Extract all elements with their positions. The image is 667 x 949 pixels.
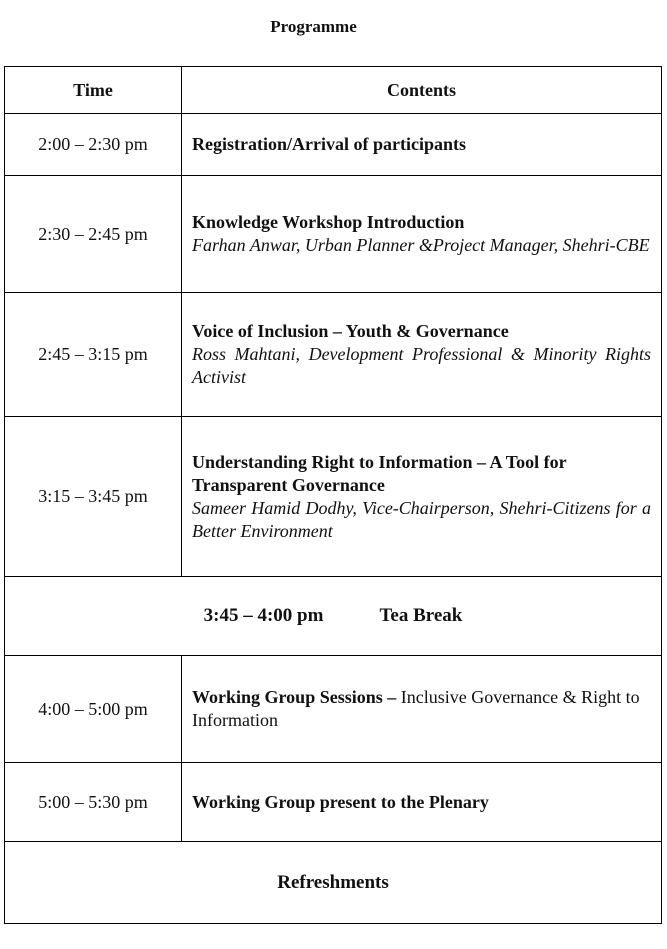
table-row (5, 416, 661, 576)
session-text (192, 686, 651, 732)
header-contents: Contents (386, 79, 456, 100)
tea-break-label: Tea Break (379, 605, 463, 626)
table-row (5, 292, 661, 416)
programme-table (4, 66, 662, 924)
page-title: Programme (270, 17, 357, 36)
row-content (182, 176, 661, 292)
session-title: Voice of Inclusion – Youth & Governance (192, 321, 509, 341)
row-time: 5:00 – 5:30 pm (5, 763, 182, 841)
row-content (182, 763, 661, 841)
session-title: Understanding Right to Information – A Tool for Transparent Governance (192, 451, 567, 495)
table-row (5, 655, 661, 762)
refreshments-label: Refreshments (277, 871, 389, 893)
session-title: Working Group Sessions – (192, 687, 397, 707)
refreshments-row (5, 841, 661, 923)
table-row (5, 175, 661, 292)
session-speaker: Sameer Hamid Dodhy, Vice-Chairperson, Shehri-Citizens for a Better Environment (192, 497, 651, 541)
row-time: 2:45 – 3:15 pm (5, 293, 182, 416)
table-header-row (5, 67, 661, 113)
table-row (5, 113, 661, 175)
row-content (182, 656, 661, 762)
row-time: 4:00 – 5:00 pm (5, 656, 182, 762)
session-title: Working Group present to the Plenary (192, 791, 489, 812)
tea-break-row (5, 576, 661, 655)
tea-break-time: 3:45 – 4:00 pm (203, 605, 324, 626)
tea-break (5, 577, 661, 655)
session-title: Knowledge Workshop Introduction (192, 212, 465, 232)
row-time: 2:00 – 2:30 pm (5, 114, 182, 175)
row-content (182, 417, 661, 576)
session-speaker: Ross Mahtani, Development Professional & Minority Rights Activist (192, 344, 651, 387)
row-time: 3:15 – 3:45 pm (5, 417, 182, 576)
session-subtitle: Inclusive Governance & Right to Information (192, 687, 640, 730)
row-content (182, 114, 661, 175)
session-speaker: Farhan Anwar, Urban Planner &Project Manager, Shehri-CBE (192, 235, 650, 255)
row-time: 2:30 – 2:45 pm (5, 176, 182, 292)
row-content (182, 293, 661, 416)
table-row (5, 762, 661, 841)
header-time: Time (5, 67, 182, 113)
session-title: Registration/Arrival of participants (192, 134, 466, 154)
